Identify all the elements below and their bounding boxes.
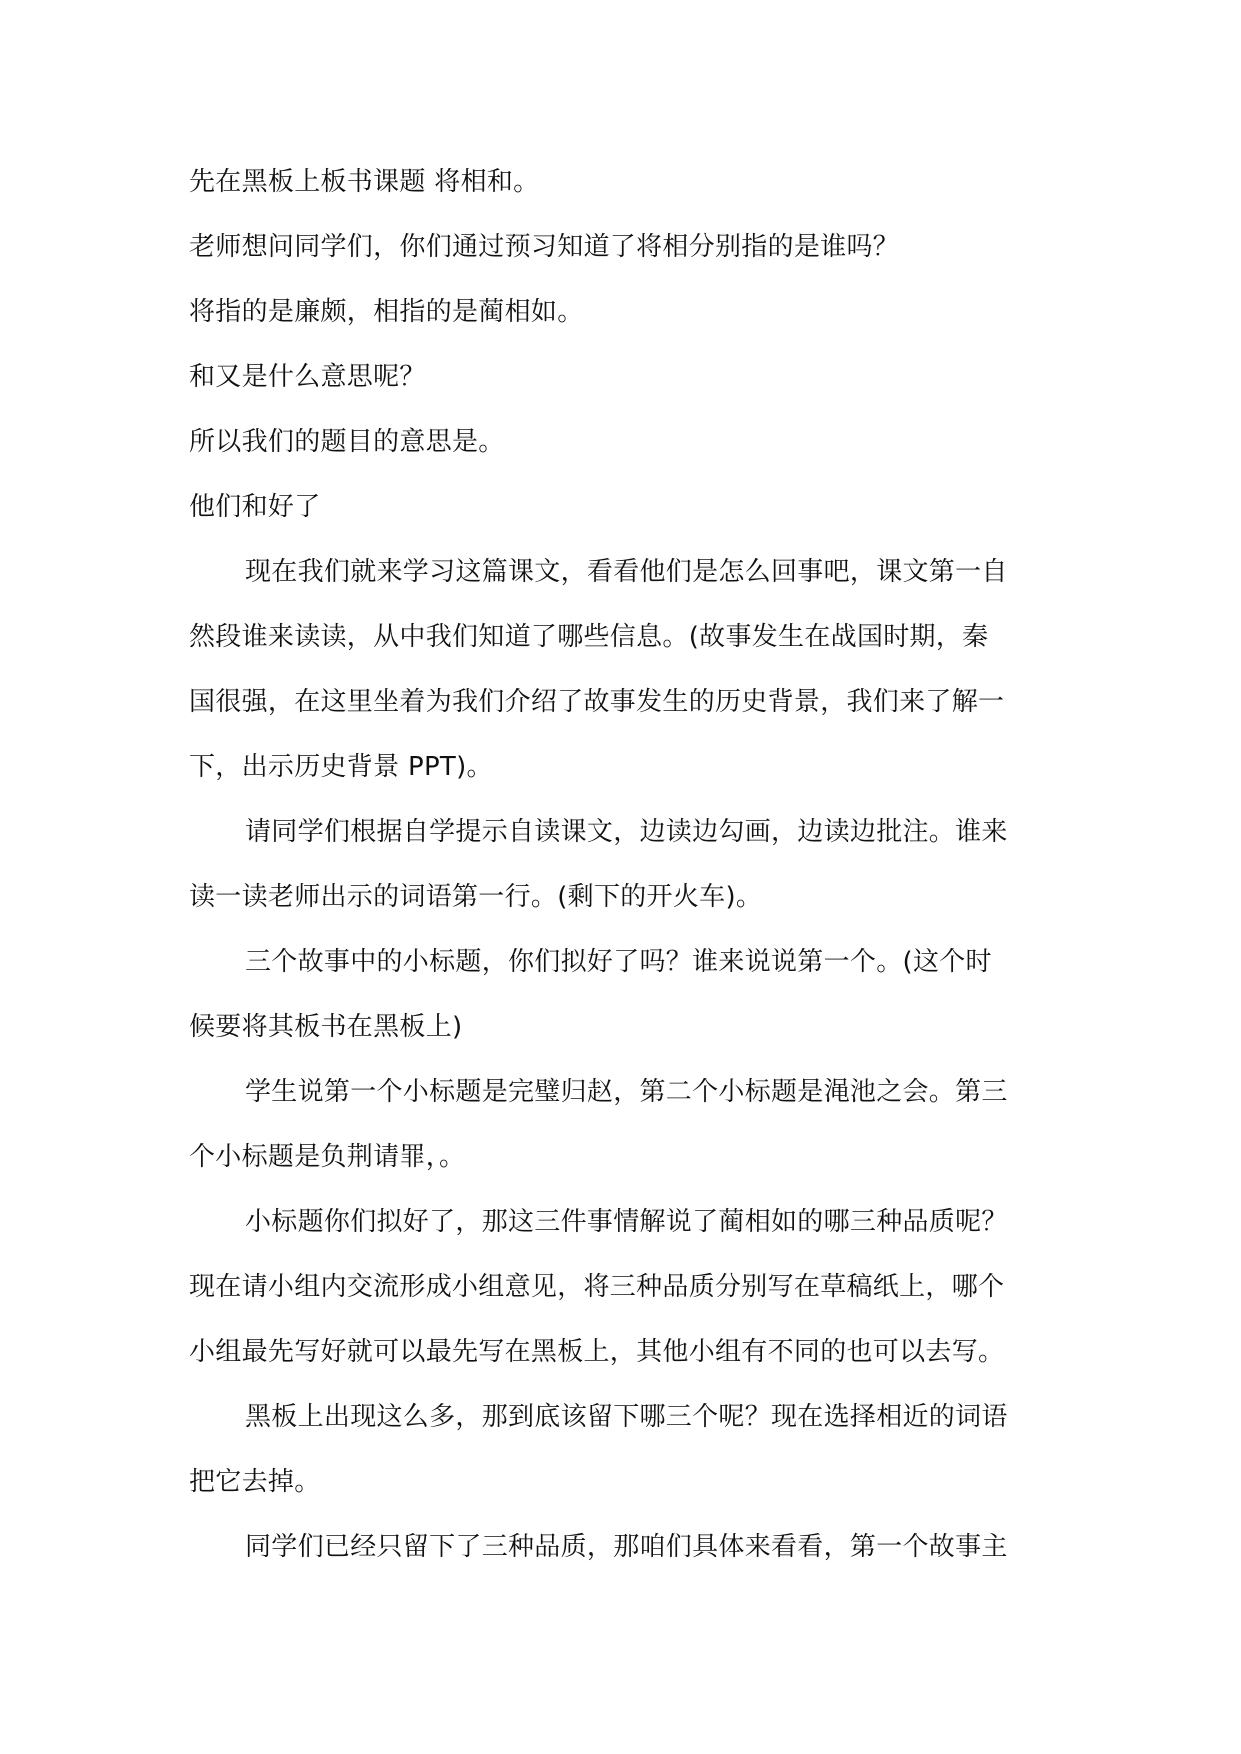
text-line: 下，出示历史背景 PPT)。 — [189, 752, 493, 782]
text-line: 现在请小组内交流形成小组意见，将三种品质分别写在草稿纸上，哪个 — [189, 1272, 1005, 1302]
text-line: 个小标题是负荆请罪，。 — [189, 1142, 466, 1172]
text-line: 老师想问同学们，你们通过预习知道了将相分别指的是谁吗？ — [189, 232, 900, 262]
paragraph-first-line: 黑板上出现这么多，那到底该留下哪三个呢？现在选择相近的词语 — [245, 1402, 1008, 1432]
paragraph-first-line: 三个故事中的小标题，你们拟好了吗？谁来说说第一个。(这个时 — [245, 947, 992, 977]
text-line: 国很强，在这里坐着为我们介绍了故事发生的历史背景，我们来了解一 — [189, 687, 1005, 717]
paragraph-first-line: 现在我们就来学习这篇课文，看看他们是怎么回事吧，课文第一自 — [245, 557, 1008, 587]
text-line: 然段谁来读读，从中我们知道了哪些信息。(故事发生在战国时期，秦 — [189, 622, 989, 652]
document-body — [189, 150, 1079, 1580]
text-line: 所以我们的题目的意思是。 — [189, 427, 505, 457]
text-line: 先在黑板上板书课题 将相和。 — [189, 167, 540, 197]
text-line: 把它去掉。 — [189, 1467, 321, 1497]
text-line: 候要将其板书在黑板上) — [189, 1012, 463, 1042]
text-line: 和又是什么意思呢？ — [189, 362, 426, 392]
text-line: 读一读老师出示的词语第一行。(剩下的开火车)。 — [189, 882, 763, 912]
text-line: 小组最先写好就可以最先写在黑板上，其他小组有不同的也可以去写。 — [189, 1337, 1005, 1367]
text-line: 将指的是廉颇，相指的是蔺相如。 — [189, 297, 584, 327]
text-line: 他们和好了 — [189, 492, 321, 522]
paragraph-first-line: 同学们已经只留下了三种品质，那咱们具体来看看，第一个故事主 — [245, 1532, 1008, 1562]
paragraph-first-line: 学生说第一个小标题是完璧归赵，第二个小标题是渑池之会。第三 — [245, 1077, 1008, 1107]
paragraph-first-line: 小标题你们拟好了，那这三件事情解说了蔺相如的哪三种品质呢？ — [245, 1207, 1008, 1237]
paragraph-first-line: 请同学们根据自学提示自读课文，边读边勾画，边读边批注。谁来 — [245, 817, 1008, 847]
